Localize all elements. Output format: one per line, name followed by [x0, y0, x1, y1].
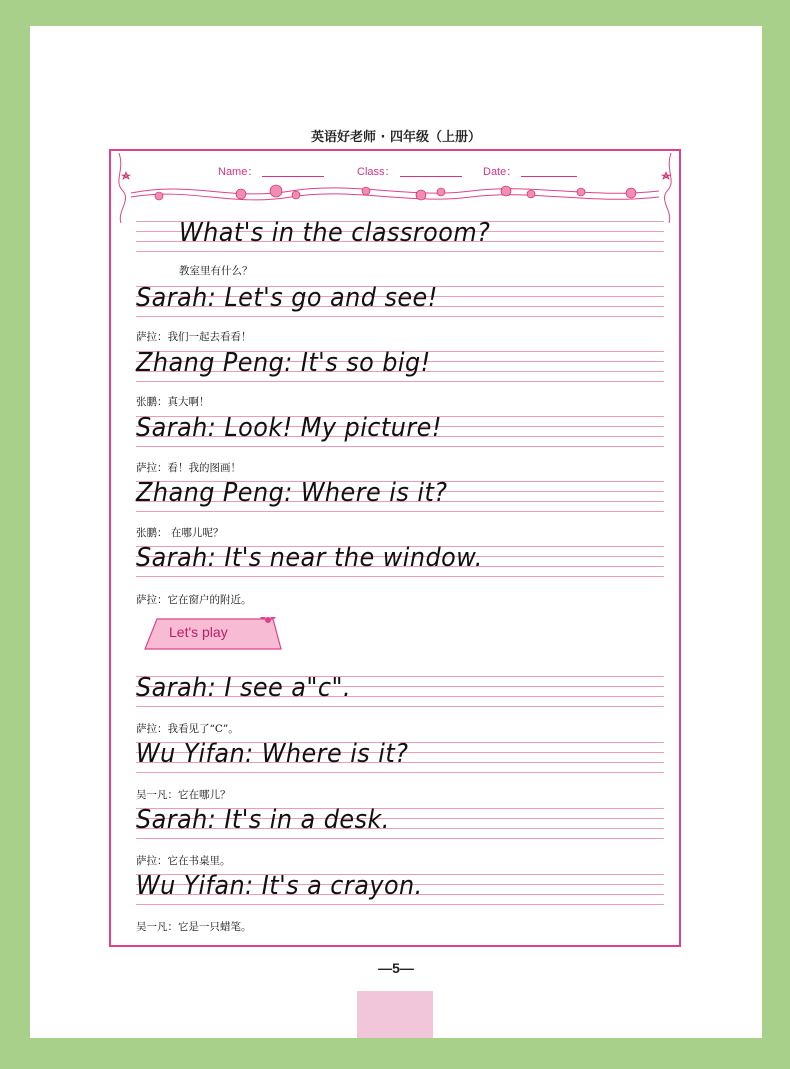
dialogue-line: Sarah: Look! My picture! [136, 413, 442, 443]
lets-play-label: Let's play [169, 624, 228, 640]
dialogue-line: Sarah: Let's go and see! [136, 283, 438, 313]
class-label: Class： [357, 166, 396, 178]
rule-line [136, 381, 664, 382]
rule-line [136, 251, 664, 252]
dialogue-translation: 萨拉：它在书桌里。 [136, 855, 231, 867]
dialogue-translation: 萨拉：看！我的图画！ [136, 462, 241, 474]
lesson-title-translation: 教室里有什么？ [179, 265, 253, 277]
rule-line [136, 316, 664, 317]
dialogue-translation: 萨拉：我们一起去看看！ [136, 331, 252, 343]
rule-line [136, 706, 664, 707]
workbook-page [30, 26, 762, 1038]
pink-tab-marker [357, 991, 433, 1038]
page-header: 英语好老师 · 四年级（上册） [311, 130, 481, 145]
dialogue-translation: 张鹏： 在哪儿呢？ [136, 527, 224, 539]
rule-line [136, 904, 664, 905]
dialogue-translation: 吴一凡：它是一只蜡笔。 [136, 921, 252, 933]
dialogue-line: Wu Yifan: Where is it? [136, 739, 409, 769]
writing-frame [109, 149, 681, 947]
dialogue-line: Zhang Peng: It's so big! [136, 348, 431, 378]
dialogue-line: Sarah: I see a"c". [136, 673, 352, 703]
rule-line [136, 446, 664, 447]
date-label: Date： [483, 166, 518, 178]
rule-line [136, 838, 664, 839]
dialogue-line: Sarah: It's in a desk. [136, 805, 390, 835]
name-label: Name： [218, 166, 259, 178]
rule-line [136, 576, 664, 577]
dialogue-line: Sarah: It's near the window. [136, 543, 483, 573]
dialogue-translation: 萨拉：我看见了“C”。 [136, 723, 239, 735]
page-number: —5— [378, 960, 414, 976]
lesson-title: What's in the classroom? [179, 218, 491, 248]
dialogue-line: Zhang Peng: Where is it? [136, 478, 448, 508]
dialogue-line: Wu Yifan: It's a crayon. [136, 871, 423, 901]
rule-line [136, 772, 664, 773]
dialogue-translation: 张鹏：真大啊！ [136, 396, 210, 408]
dialogue-translation: 萨拉：它在窗户的附近。 [136, 594, 252, 606]
dialogue-translation: 吴一凡：它在哪儿？ [136, 789, 231, 801]
rule-line [136, 511, 664, 512]
